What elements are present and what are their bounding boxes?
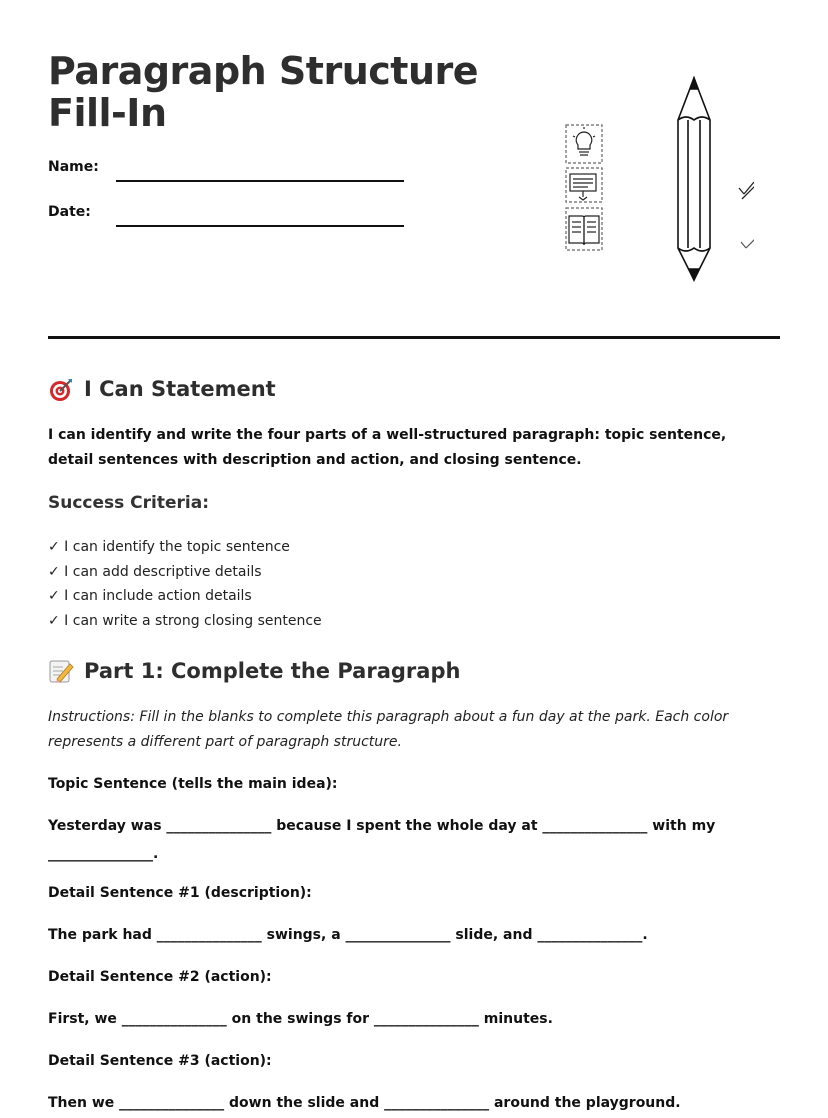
i-can-heading-text: I Can Statement: [84, 377, 276, 401]
i-can-statement: I can identify and write the four parts of a well-structured paragraph: topic sentence, detail sentences with description and action, and closing sentence.: [48, 427, 727, 468]
check-icon: [741, 236, 754, 248]
criteria-item: ✓ I can identify the topic sentence: [48, 539, 290, 555]
memo-icon: [48, 658, 74, 684]
date-label: Date:: [48, 204, 91, 220]
title-line-2: Fill-In: [48, 91, 167, 135]
topic-sentence-label: Topic Sentence (tells the main idea):: [48, 776, 338, 792]
detail-3-label: Detail Sentence #3 (action):: [48, 1053, 272, 1069]
name-label: Name:: [48, 159, 99, 175]
check-icon: [739, 182, 754, 199]
part1-heading-text: Part 1: Complete the Paragraph: [84, 659, 461, 683]
detail-2-blanks[interactable]: First, we _______________ on the swings for _______________ minutes.: [48, 1011, 553, 1027]
pencil-icon: [678, 78, 710, 280]
part1-instructions: Instructions: Fill in the blanks to complete this paragraph about a fun day at the park. Each color represents a different part of paragraph structure.: [48, 709, 729, 750]
target-icon: [48, 376, 74, 402]
detail-3-blanks[interactable]: Then we _______________ down the slide and _______________ around the playground.: [48, 1095, 681, 1111]
presentation-icon: [566, 168, 602, 202]
lightbulb-icon: [566, 125, 602, 163]
date-field[interactable]: [116, 225, 404, 227]
success-criteria-heading: Success Criteria:: [48, 493, 210, 513]
topic-sentence-blanks[interactable]: Yesterday was _______________ because I spent the whole day at _______________ with my _______________.: [48, 818, 716, 862]
success-criteria-list: [48, 535, 322, 633]
criteria-item: ✓ I can include action details: [48, 588, 252, 604]
section-divider: [48, 336, 780, 339]
detail-2-label: Detail Sentence #2 (action):: [48, 969, 272, 985]
name-field[interactable]: [116, 180, 404, 182]
detail-1-label: Detail Sentence #1 (description):: [48, 885, 312, 901]
criteria-item: ✓ I can write a strong closing sentence: [48, 612, 322, 629]
book-icon: [566, 208, 602, 250]
detail-1-blanks[interactable]: The park had _______________ swings, a _______________ slide, and _______________.: [48, 927, 648, 943]
title-line-1: Paragraph Structure: [48, 49, 479, 93]
criteria-item: ✓ I can add descriptive details: [48, 563, 262, 580]
pencil-illustration: [564, 70, 754, 290]
page-title: [48, 50, 478, 134]
part1-heading: [48, 658, 460, 684]
i-can-heading: [48, 376, 276, 402]
